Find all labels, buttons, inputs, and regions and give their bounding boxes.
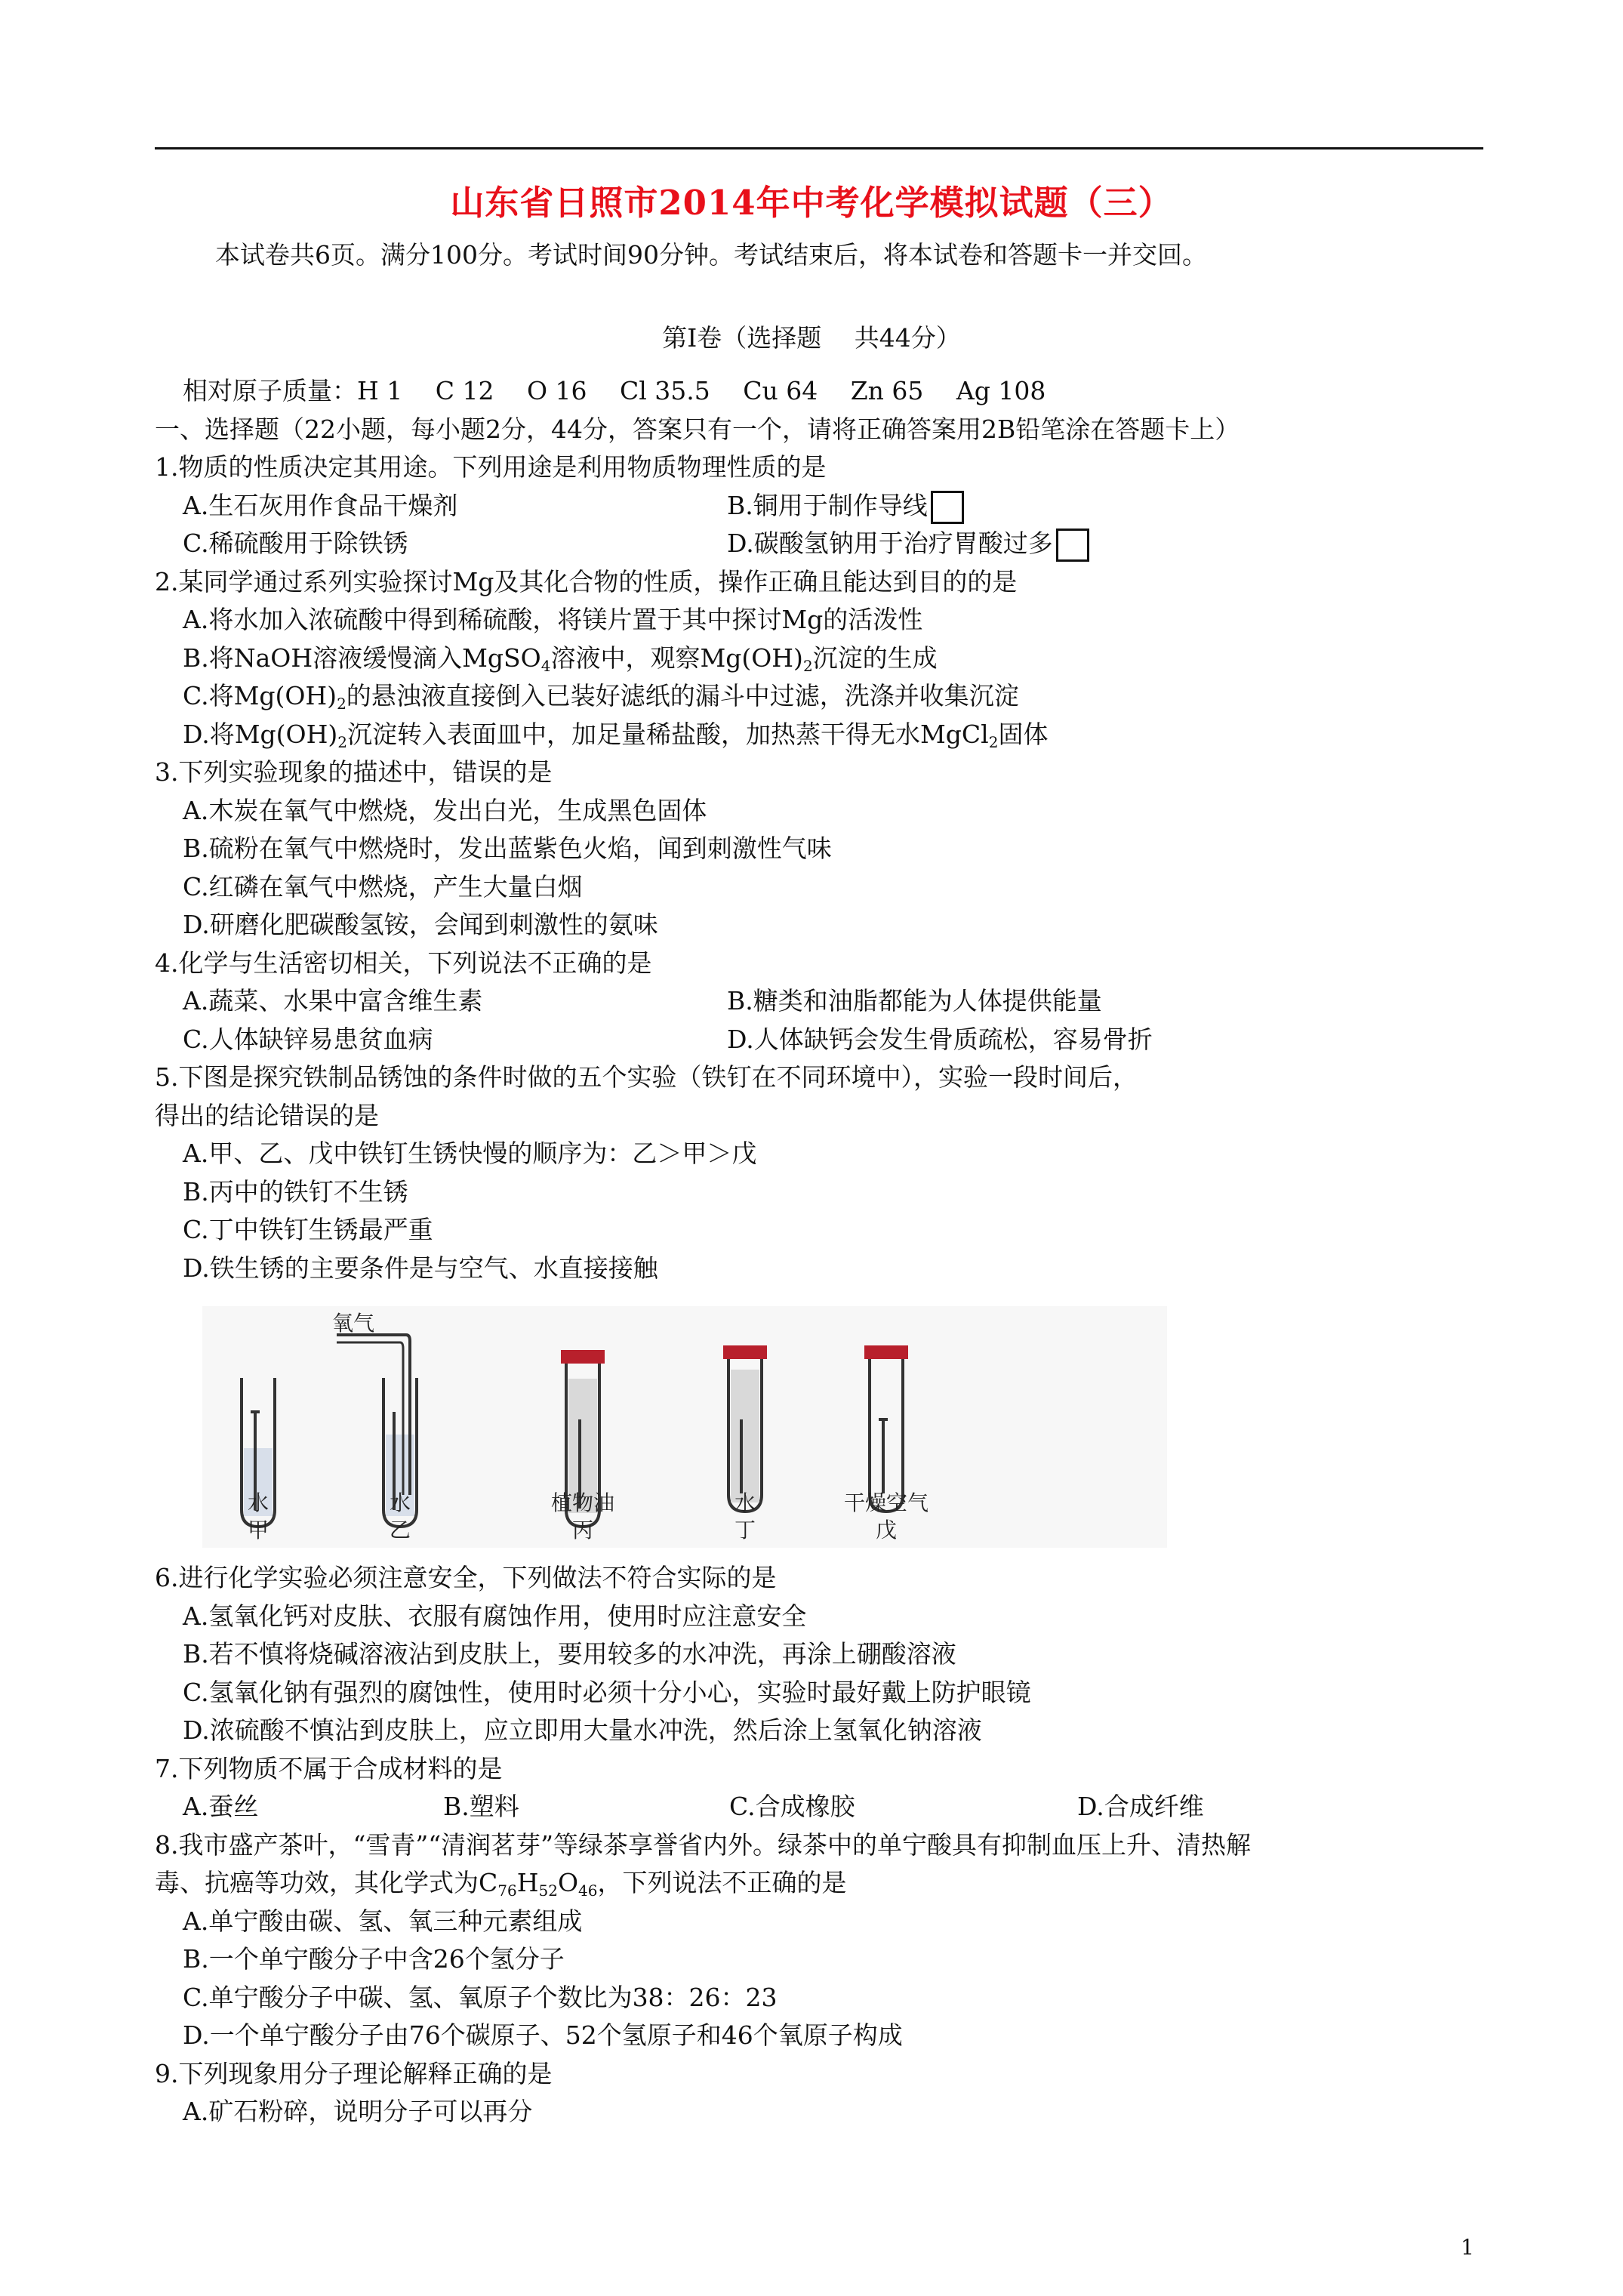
question-4-option-a: A.蔬菜、水果中富含维生素	[183, 986, 483, 1015]
question-2-stem: 2.某同学通过系列实验探讨Mg及其化合物的性质，操作正确且能达到目的的是	[155, 567, 1018, 596]
tube-label-bottom: 丁	[734, 1518, 756, 1542]
tube-label-top: 干燥空气	[843, 1490, 929, 1515]
rust-experiment-figure	[202, 1306, 1167, 1548]
oxygen-label: 氧气	[331, 1311, 375, 1336]
question-7-option-b: B.塑料	[443, 1792, 519, 1821]
question-6-option-a: A.氢氧化钙对皮肤、衣服有腐蚀作用，使用时应注意安全	[183, 1601, 807, 1631]
question-3-option-a: A.木炭在氧气中燃烧，发出白光，生成黑色固体	[183, 796, 707, 825]
question-2-option-a: A.将水加入浓硫酸中得到稀硫酸，将镁片置于其中探讨Mg的活泼性	[183, 605, 923, 634]
question-8-stem-cont: 毒、抗癌等功效，其化学式为$C_{76}H_{52}O_{46}$，下列说法不正确的是	[155, 1868, 847, 1900]
question-4-stem: 4.化学与生活密切相关，下列说法不正确的是	[155, 948, 652, 978]
question-5-option-c: C.丁中铁钉生锈最严重	[183, 1215, 433, 1244]
question-3-stem: 3.下列实验现象的描述中，错误的是	[155, 757, 553, 787]
section-heading: 第I卷（选择题 共44分）	[662, 323, 961, 353]
question-1-option-a: A.生石灰用作食品干燥剂	[183, 491, 458, 520]
question-2-option-c: C.将$Mg(OH)_2$的悬浊液直接倒入已装好滤纸的漏斗中过滤，洗涤并收集沉淀	[183, 681, 1019, 713]
question-4-option-d: D.人体缺钙会发生骨质疏松，容易骨折	[727, 1025, 1153, 1054]
question-8-option-a: A.单宁酸由碳、氢、氧三种元素组成	[183, 1906, 583, 1936]
tube-label-bottom: 甲	[247, 1518, 269, 1542]
tube-label-bottom: 乙	[389, 1518, 411, 1542]
question-8-stem: 8.我市盛产茶叶，“雪青”“清润茗芽”等绿茶享誉省内外。绿茶中的单宁酸具有抑制血压上升、清热解	[155, 1830, 1251, 1860]
question-9-stem: 9.下列现象用分子理论解释正确的是	[155, 2059, 553, 2088]
page-title: 山东省日照市2014年中考化学模拟试题（三）	[450, 183, 1173, 223]
tube-label-bottom: 戊	[875, 1518, 898, 1542]
page-number: 1	[1461, 2235, 1474, 2260]
question-6-option-c: C.氢氧化钠有强烈的腐蚀性，使用时必须十分小心，实验时最好戴上防护眼镜	[183, 1678, 1031, 1707]
question-4-option-b: B.糖类和油脂都能为人体提供能量	[727, 986, 1102, 1015]
question-5-option-d: D.铁生锈的主要条件是与空气、水直接接触	[183, 1253, 658, 1283]
question-1-stem: 1.物质的性质决定其用途。下列用途是利用物质物理性质的是	[155, 452, 827, 482]
intro-text: 本试卷共6页。满分100分。考试时间90分钟。考试结束后，将本试卷和答题卡一并交回。	[215, 240, 1207, 270]
atomic-mass-line: 相对原子质量：H 1 C 12 O 16 Cl 35.5 Cu 64 Zn 65 Ag 108	[183, 376, 1046, 405]
tube-label-top: 水	[734, 1490, 756, 1515]
question-5-stem: 5.下图是探究铁制品锈蚀的条件时做的五个实验（铁钉在不同环境中），实验一段时间后，	[155, 1062, 1138, 1092]
question-4-option-c: C.人体缺锌易患贫血病	[183, 1025, 433, 1054]
tube-label-top: 水	[247, 1490, 269, 1515]
question-8-option-c: C.单宁酸分子中碳、氢、氧原子个数比为38：26：23	[183, 1983, 778, 2012]
answer-box	[1056, 529, 1089, 562]
tube-label-bottom: 丙	[571, 1518, 594, 1542]
question-5-option-b: B.丙中的铁钉不生锈	[183, 1177, 408, 1207]
question-6-option-b: B.若不慎将烧碱溶液沾到皮肤上，要用较多的水冲洗，再涂上硼酸溶液	[183, 1639, 956, 1669]
tube-label-top: 植物油	[550, 1490, 615, 1515]
question-8-option-d: D.一个单宁酸分子由76个碳原子、52个氢原子和46个氧原子构成	[183, 2020, 903, 2050]
question-1-option-c: C.稀硫酸用于除铁锈	[183, 529, 408, 558]
question-3-option-c: C.红磷在氧气中燃烧，产生大量白烟	[183, 872, 583, 901]
question-3-option-b: B.硫粉在氧气中燃烧时，发出蓝紫色火焰，闻到刺激性气味	[183, 834, 832, 863]
question-2-option-b: B.将NaOH溶液缓慢滴入MgSO$_4$溶液中，观察$Mg(OH)_2$沉淀的生成	[183, 643, 938, 675]
question-7-option-a: A.蚕丝	[183, 1792, 259, 1821]
answer-box	[931, 491, 964, 524]
question-3-option-d: D.研磨化肥碳酸氢铵，会闻到刺激性的氨味	[183, 910, 658, 939]
question-7-option-d: D.合成纤维	[1077, 1792, 1204, 1821]
question-6-stem: 6.进行化学实验必须注意安全，下列做法不符合实际的是	[155, 1563, 777, 1592]
question-1-option-b: B.铜用于制作导线	[727, 491, 964, 524]
question-6-option-d: D.浓硫酸不慎沾到皮肤上，应立即用大量水冲洗，然后涂上氢氧化钠溶液	[183, 1715, 982, 1745]
question-7-option-c: C.合成橡胶	[729, 1792, 855, 1821]
question-5-option-a: A.甲、乙、戊中铁钉生锈快慢的顺序为：乙＞甲＞戊	[183, 1139, 757, 1168]
question-8-option-b: B.一个单宁酸分子中含26个氢分子	[183, 1944, 565, 1974]
part-heading: 一、选择题（22小题，每小题2分，44分，答案只有一个，请将正确答案用2B铅笔涂在答题卡上）	[155, 415, 1240, 444]
question-7-stem: 7.下列物质不属于合成材料的是	[155, 1754, 503, 1783]
question-9-option-a: A.矿石粉碎，说明分子可以再分	[183, 2097, 533, 2126]
question-1-option-d: D.碳酸氢钠用于治疗胃酸过多	[727, 529, 1089, 562]
test-tube-ding	[723, 1345, 767, 1512]
question-2-option-d: D.将$Mg(OH)_2$沉淀转入表面皿中，加足量稀盐酸，加热蒸干得无水MgCl$_2$固体	[183, 720, 1049, 751]
question-5-stem-cont: 得出的结论错误的是	[155, 1101, 379, 1130]
tube-label-top: 水	[389, 1490, 411, 1515]
header-rule	[155, 147, 1483, 149]
